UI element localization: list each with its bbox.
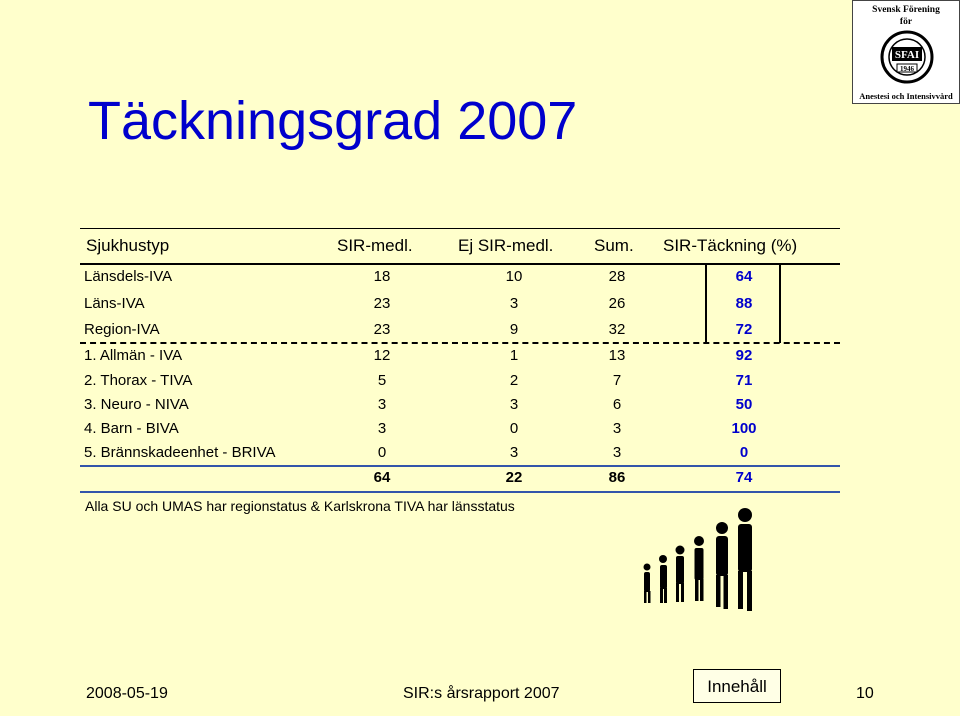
row-pct: 64	[735, 268, 753, 285]
header-rule	[80, 263, 840, 265]
row-sum: 3	[612, 420, 622, 437]
region-divider	[80, 342, 840, 344]
row-sum: 28	[608, 268, 626, 285]
innehall-nav-button[interactable]: Innehåll	[693, 669, 781, 703]
logo-emblem-icon	[880, 28, 934, 86]
row-pct: 100	[731, 420, 757, 437]
row-name: 2. Thorax - TIVA	[84, 372, 193, 389]
row-ej: 2	[509, 372, 519, 389]
row-pct: 50	[735, 396, 753, 413]
row-ej: 0	[509, 420, 519, 437]
row-pct: 92	[735, 347, 753, 364]
row-sum: 7	[612, 372, 622, 389]
logo-year: 1946	[900, 65, 914, 73]
row-sir: 0	[377, 444, 387, 461]
row-sir: 3	[377, 420, 387, 437]
row-ej: 10	[505, 268, 523, 285]
logo-bottom: Anestesi och Intensivvård	[859, 91, 953, 101]
header-sum: Sum.	[594, 236, 634, 255]
row-ej: 3	[509, 444, 519, 461]
header-ej-sir-medl: Ej SIR-medl.	[458, 236, 554, 255]
footer-source: SIR:s årsrapport 2007	[403, 685, 560, 702]
row-name: Läns-IVA	[84, 295, 145, 312]
footer-date: 2008-05-19	[86, 685, 168, 702]
row-name: 4. Barn - BIVA	[84, 420, 179, 437]
logo-line2: för	[899, 17, 913, 27]
row-name: Länsdels-IVA	[84, 268, 173, 285]
table-top-rule	[80, 228, 840, 229]
row-pct: 0	[739, 444, 749, 461]
table-bottom-rule	[80, 491, 840, 493]
row-ej: 1	[509, 347, 519, 364]
totals-rule	[80, 465, 840, 467]
header-sjukhustyp: Sjukhustyp	[86, 236, 170, 255]
footnote: Alla SU och UMAS har regionstatus & Karlskrona TIVA har länsstatus	[85, 498, 515, 514]
row-pct: 88	[735, 295, 753, 312]
row-pct: 72	[735, 321, 753, 338]
row-sir: 5	[377, 372, 387, 389]
row-sum: 26	[608, 295, 626, 312]
total-sum: 86	[608, 469, 626, 486]
total-sir: 64	[373, 469, 391, 486]
slide-title: Täckningsgrad 2007	[88, 91, 578, 151]
pct-box-right	[779, 263, 781, 343]
total-ej: 22	[505, 469, 523, 486]
row-sir: 23	[373, 321, 391, 338]
row-name: Region-IVA	[84, 321, 160, 338]
row-pct: 71	[735, 372, 753, 389]
total-pct: 74	[735, 469, 753, 486]
row-sum: 3	[612, 444, 622, 461]
row-sum: 6	[612, 396, 622, 413]
row-ej: 9	[509, 321, 519, 338]
pct-box-left	[705, 263, 707, 343]
row-sir: 3	[377, 396, 387, 413]
row-sir: 18	[373, 268, 391, 285]
row-name: 3. Neuro - NIVA	[84, 396, 189, 413]
row-sir: 12	[373, 347, 391, 364]
page-number: 10	[856, 685, 874, 702]
row-name: 1. Allmän - IVA	[84, 347, 183, 364]
header-sir-tackning: SIR-Täckning (%)	[663, 236, 798, 255]
walking-figures-icon	[630, 505, 760, 655]
logo-line1: Svensk Förening	[872, 5, 940, 15]
row-sum: 32	[608, 321, 626, 338]
row-sum: 13	[608, 347, 626, 364]
sfai-logo	[852, 0, 960, 104]
row-name: 5. Brännskadeenhet - BRIVA	[84, 444, 276, 461]
row-ej: 3	[509, 295, 519, 312]
logo-ring-text: SFAI	[894, 49, 920, 61]
row-sir: 23	[373, 295, 391, 312]
row-ej: 3	[509, 396, 519, 413]
header-sir-medl: SIR-medl.	[337, 236, 413, 255]
